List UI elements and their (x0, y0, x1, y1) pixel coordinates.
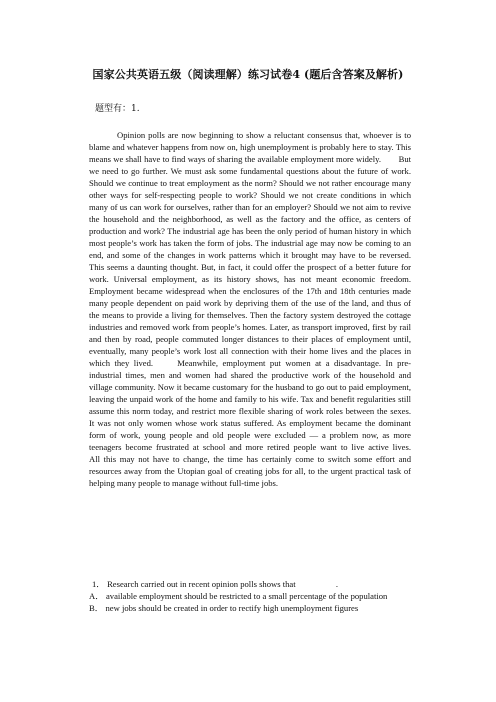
option-a-text: available employment should be restricted to a small percentage of the population (105, 591, 388, 601)
question-text: Research carried out in recent opinion polls shows that (107, 579, 296, 589)
question-type-label: 题型有：1. (95, 104, 140, 114)
question-end-punct: . (335, 579, 339, 589)
option-a (89, 590, 411, 602)
document-title: 国家公共英语五级（阅读理解）练习试卷4 (题后含答案及解析) (92, 68, 404, 81)
question-stem (89, 578, 411, 590)
question-block (89, 578, 411, 614)
option-a-letter: A． (89, 591, 104, 601)
reading-passage (89, 129, 429, 489)
option-b-letter: B． (89, 603, 104, 613)
option-b (89, 602, 411, 614)
option-b-text: new jobs should be created in order to rectify high unemployment figures (105, 603, 359, 613)
question-number: 1． (92, 579, 105, 589)
passage-text: Opinion polls are now beginning to show a reluctant consensus that, whoever is to blame and whatever happens from now on, high unemployment is probably here to stay. This means we shall have to find ways of sharing the available employment more widely. But we need to go further. We must ask some fundamental questions about the future of work. Should we continue to treat employment as the norm? Should we not rather encourage many other ways for self-respecting people to work? Should we not create conditions in which many of us can work for ourselves, rather than for an employer? Should we not aim to revive the household and the neighborhood, as well as the factory and the office, as centers of production and work? The industrial age has been the only period of human history in which most people’s work has taken the form of jobs. The industrial age may now be coming to an end, and some of the changes in work patterns which it brought may have to be reversed. This seems a daunting thought. But, in fact, it could offer the prospect of a better future for work. Universal employment, as its history shows, has not meant economic freedom. Employment became widespread when the enclosures of the 17th and 18th centuries made many people dependent on paid work by depriving them of the use of the land, and thus of the means to provide a living for themselves. Then the factory system destroyed the cottage industries and removed work from people’s homes. Later, as transport improved, first by rail and then by road, people commuted longer distances to their places of employment until, eventually, many people’s work lost all connection with their home lives and the places in which they lived. Meanwhile, employment put women at a disadvantage. In pre-industrial times, men and women had shared the productive work of the household and village community. Now it became customary for the husband to go out to paid employment, leaving the unpaid work of the home and family to his wife. Tax and benefit regularities still assume this norm today, and restrict more flexible sharing of work roles between the sexes. It was not only women whose work status suffered. As employment became the dominant form of work, young people and old people were excluded — a problem now, as more teenagers become frustrated at school and more retired people want to live active lives. All this may not have to change, the time has certainly come to switch some effort and resources away from the Utopian goal of creating jobs for all, to the urgent practical task of helping many people to manage without full-time jobs. (89, 130, 429, 488)
